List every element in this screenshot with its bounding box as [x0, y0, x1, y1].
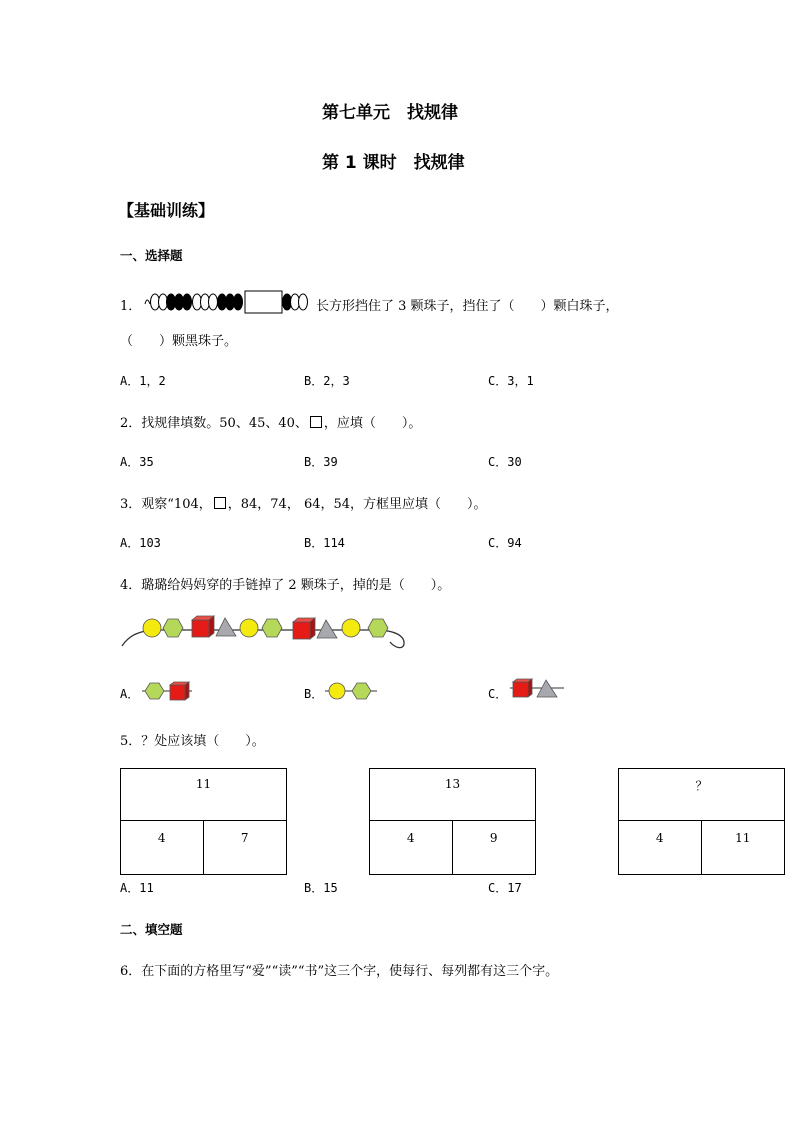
white-bead-icon — [209, 294, 218, 310]
green-bead-icon — [163, 619, 183, 637]
q5-table-3-right: 11 — [735, 831, 751, 845]
q4-text: 4．璐璐给妈妈穿的手链掉了 2 颗珠子，掉的是（ ）。 — [120, 578, 451, 593]
unit-title: 第七单元 找规律 — [322, 103, 458, 123]
q1-text-line2: （ ）颗黑珠子。 — [120, 334, 238, 349]
yellow-bead-icon — [342, 619, 360, 637]
yellow-bead-icon — [240, 619, 258, 637]
q5-table-2-right: 9 — [489, 831, 498, 845]
q5-table-1-right: 7 — [240, 831, 249, 845]
part-one-heading: 一、选择题 — [120, 248, 183, 263]
red-cube-icon — [192, 616, 214, 637]
q5-table-2 — [369, 768, 536, 875]
gray-triangle-icon — [317, 620, 337, 638]
q5-table-2-top: 13 — [370, 769, 535, 821]
q3-text-after: ，84，74， 64，54，方框里应填（ ）。 — [227, 497, 487, 512]
yellow-bead-icon — [143, 619, 161, 637]
q4-option-a-image — [142, 680, 194, 702]
q5-table-1 — [120, 768, 287, 875]
q4-option-b-label: B． — [304, 687, 324, 701]
part-two-heading: 二、填空题 — [120, 922, 183, 937]
q4-option-a-label: A． — [120, 687, 140, 701]
q1-text: 长方形挡住了 3 颗珠子，挡住了（ ）颗白珠子， — [316, 299, 619, 314]
lesson-title: 第 1 课时 找规律 — [322, 153, 465, 173]
q2-text-before: 2．找规律填数。50、45、40、 — [120, 416, 308, 431]
q5-option-b: B．15 — [304, 881, 338, 895]
white-bead-icon — [299, 294, 308, 310]
string-end-icon — [145, 300, 150, 304]
q6-text: 6．在下面的方格里写“爱”“读”“书”这三个字，使每行、每列都有这三个字。 — [120, 964, 559, 979]
q1-number: 1． — [120, 299, 142, 314]
q5-text: 5．？处应该填（ ）。 — [120, 734, 265, 749]
blank-box-icon — [310, 416, 322, 428]
blank-box-icon — [214, 497, 226, 509]
q4-bracelet-image — [120, 610, 410, 652]
red-cube-icon — [170, 682, 189, 700]
q3-text-before: 3．观察“104， — [120, 497, 212, 512]
red-cube-icon — [513, 679, 532, 697]
green-bead-icon — [368, 619, 388, 637]
q1-option-b: B．2，3 — [304, 374, 350, 388]
q5-table-2-left: 4 — [370, 821, 453, 874]
q5-table-3 — [618, 768, 785, 875]
q2-question — [120, 412, 421, 431]
covering-rectangle — [245, 291, 282, 313]
q1-option-a: A．1，2 — [120, 374, 166, 388]
q3-option-b: B．114 — [304, 536, 345, 550]
q1-bead-pattern-image — [145, 290, 315, 316]
q2-option-c: C．30 — [488, 455, 522, 469]
q2-text-after: ，应填（ ）。 — [323, 416, 422, 431]
q2-option-a: A．35 — [120, 455, 154, 469]
q4-option-b-image — [325, 680, 377, 702]
q3-question — [120, 493, 487, 512]
section-basic-training: 【基础训练】 — [118, 201, 215, 220]
q3-option-a: A．103 — [120, 536, 161, 550]
q5-table-1-left: 4 — [121, 821, 204, 874]
q2-option-b: B．39 — [304, 455, 338, 469]
q4-option-c-label: C． — [488, 687, 508, 701]
black-bead-icon — [234, 294, 243, 310]
q4-option-c-image — [510, 676, 564, 700]
q5-option-a: A．11 — [120, 881, 154, 895]
q5-table-3-top: ？ — [619, 769, 784, 821]
green-bead-icon — [145, 683, 164, 699]
black-bead-icon — [183, 294, 192, 310]
red-cube-icon — [293, 618, 315, 639]
q3-option-c: C．94 — [488, 536, 522, 550]
q1-option-c: C．3，1 — [488, 374, 534, 388]
gray-triangle-icon — [216, 618, 236, 636]
q5-option-c: C．17 — [488, 881, 522, 895]
green-bead-icon — [352, 683, 371, 699]
yellow-bead-icon — [329, 683, 345, 699]
green-bead-icon — [262, 619, 282, 637]
q5-table-1-top: 11 — [121, 769, 286, 821]
q5-table-3-left: 4 — [619, 821, 702, 874]
